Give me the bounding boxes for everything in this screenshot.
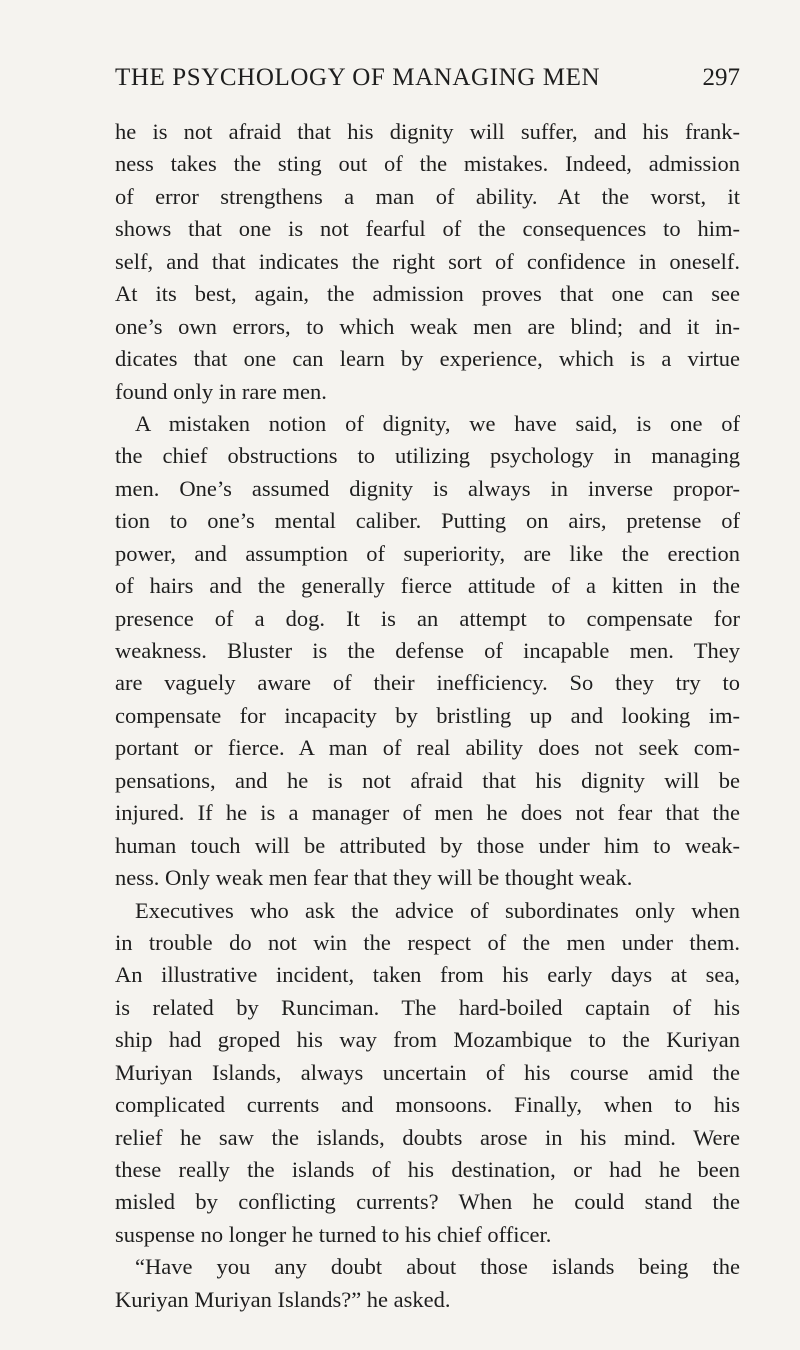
text-line: ship had groped his way from Mozambique to the Kuriyan <box>115 1027 740 1053</box>
paragraph-last-line: ness. Only weak men fear that they will be thought weak. <box>115 865 633 891</box>
text-line: An illustrative incident, taken from his early days at sea, <box>115 962 740 988</box>
text-line: the chief obstructions to utilizing psychology in managing <box>115 443 740 469</box>
text-line: human touch will be attributed by those under him to weak- <box>115 832 740 858</box>
text-line: presence of a dog. It is an attempt to compensate for <box>115 605 740 631</box>
text-line: portant or fierce. A man of real ability does not seek com- <box>115 735 740 761</box>
text-line: Muriyan Islands, always uncertain of his course amid the <box>115 1059 740 1085</box>
paragraph-first-line: Executives who ask the advice of subordinates only when <box>135 897 740 923</box>
text-line: misled by conflicting currents? When he could stand the <box>115 1189 740 1215</box>
text-line: ness takes the sting out of the mistakes. Indeed, admission <box>115 151 740 177</box>
text-line: these really the islands of his destination, or had he been <box>115 1157 740 1182</box>
text-line: power, and assumption of superiority, are like the erection <box>115 540 740 566</box>
running-head <box>115 64 740 100</box>
running-title: THE PSYCHOLOGY OF MANAGING MEN <box>115 64 601 91</box>
page-number: 297 <box>702 64 740 91</box>
paragraph-last-line: found only in rare men. <box>115 378 327 404</box>
text-line: are vaguely aware of their inefficiency. So they try to <box>115 670 740 696</box>
text-line: compensate for incapacity by bristling up and looking im- <box>115 702 740 728</box>
text-line: of error strengthens a man of ability. At the worst, it <box>115 183 740 209</box>
text-line: pensations, and he is not afraid that his dignity will be <box>115 767 740 793</box>
text-line: he is not afraid that his dignity will suffer, and his frank- <box>115 119 740 144</box>
text-line: is related by Runciman. The hard-boiled captain of his <box>115 994 740 1020</box>
text-line: injured. If he is a manager of men he does not fear that the <box>115 800 740 826</box>
text-line: relief he saw the islands, doubts arose in his mind. Were <box>115 1124 740 1150</box>
paragraph-last-line: Kuriyan Muriyan Islands?” he asked. <box>115 1286 451 1312</box>
text-line: self, and that indicates the right sort of confidence in oneself. <box>115 248 740 274</box>
text-line: shows that one is not fearful of the consequences to him- <box>115 216 740 242</box>
text-line: complicated currents and monsoons. Finally, when to his <box>115 1092 740 1118</box>
text-line: one’s own errors, to which weak men are blind; and it in- <box>115 313 740 339</box>
text-line: men. One’s assumed dignity is always in inverse propor- <box>115 475 740 501</box>
text-line: weakness. Bluster is the defense of incapable men. They <box>115 638 740 663</box>
text-line: of hairs and the generally fierce attitude of a kitten in the <box>115 573 740 599</box>
paragraph-first-line: A mistaken notion of dignity, we have said, is one of <box>135 410 740 436</box>
paragraph-last-line: suspense no longer he turned to his chief officer. <box>115 1221 552 1247</box>
text-line: At its best, again, the admission proves that one can see <box>115 281 740 307</box>
body-text <box>115 116 740 1316</box>
text-line: dicates that one can learn by experience, which is a virtue <box>115 346 740 372</box>
paragraph-first-line: “Have you any doubt about those islands being the <box>135 1254 740 1280</box>
text-line: in trouble do not win the respect of the men under them. <box>115 929 740 955</box>
text-line: tion to one’s mental caliber. Putting on airs, pretense of <box>115 508 740 534</box>
